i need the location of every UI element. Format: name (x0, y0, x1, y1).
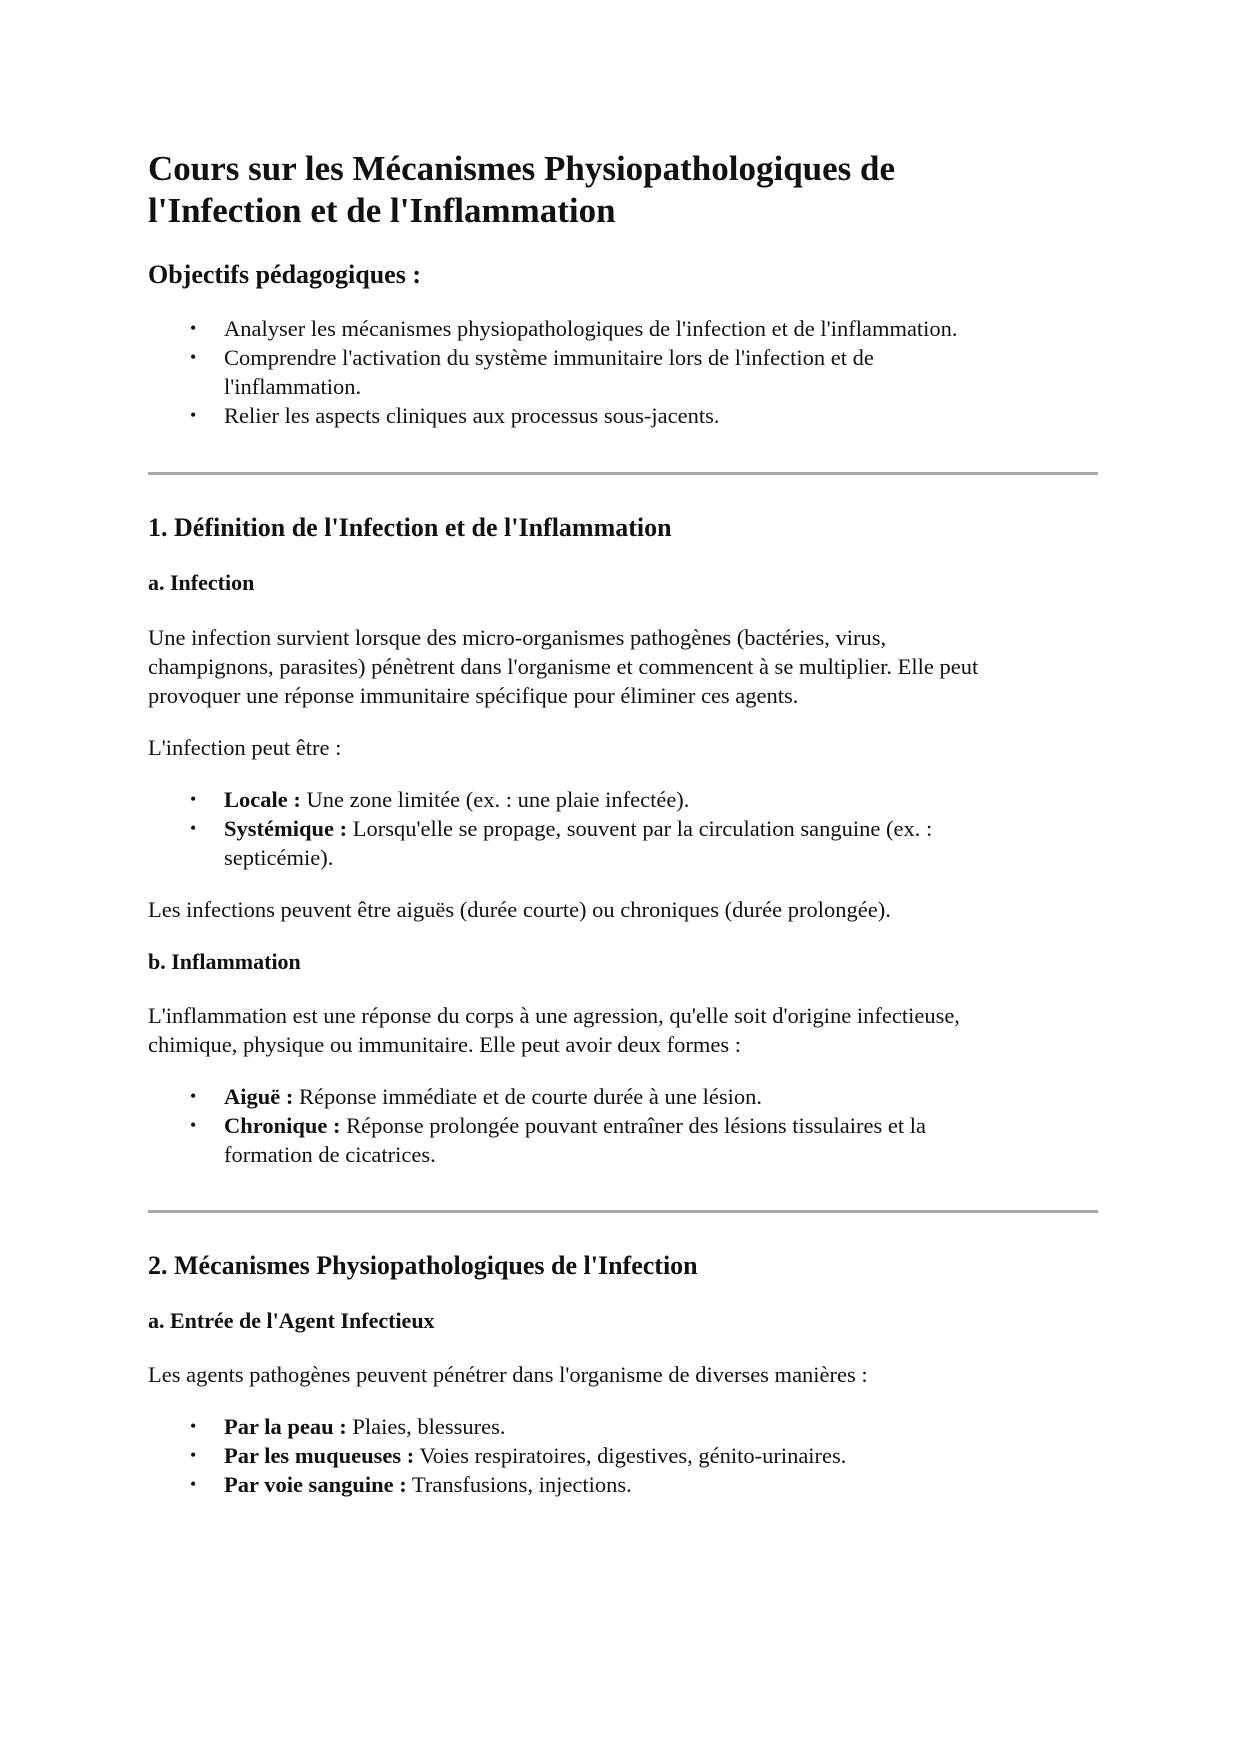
bullet-icon: • (190, 1474, 197, 1494)
bullet-icon: • (190, 818, 197, 838)
page-title-line-1: Cours sur les Mécanismes Physiopathologiques de (148, 149, 896, 188)
objectives-heading: Objectifs pédagogiques : (148, 260, 421, 289)
section-divider (148, 1210, 1098, 1213)
bullet-icon: • (190, 347, 197, 367)
bullet-icon: • (190, 405, 197, 425)
list-item: • Chronique : Réponse prolongée pouvant entraîner des lésions tissulaires et la formation de cicatrices. (190, 1113, 926, 1167)
section-1a-paragraph-3: Les infections peuvent être aiguës (durée courte) ou chroniques (durée prolongée). (148, 897, 891, 922)
list-item: • Par les muqueuses : Voies respiratoires, digestives, génito-urinaires. (190, 1443, 847, 1468)
bullet-icon: • (190, 1416, 197, 1436)
list-item: • Relier les aspects cliniques aux processus sous-jacents. (190, 403, 720, 428)
list-item: • Par voie sanguine : Transfusions, injections. (190, 1472, 632, 1497)
document-page (148, 148, 1098, 1499)
inflammation-forms-list (148, 1082, 1098, 1169)
section-2-heading: 2. Mécanismes Physiopathologiques de l'Infection (148, 1251, 698, 1280)
list-item: • Locale : Une zone limitée (ex. : une plaie infectée). (190, 787, 690, 812)
page-title-line-2: l'Infection et de l'Inflammation (148, 191, 616, 230)
list-item: • Comprendre l'activation du système immunitaire lors de l'infection et de l'inflammation. (190, 345, 874, 399)
bullet-icon: • (190, 789, 197, 809)
section-2a-heading: a. Entrée de l'Agent Infectieux (148, 1308, 435, 1333)
bullet-icon: • (190, 318, 197, 338)
section-1a-paragraph-1: Une infection survient lorsque des micro-organismes pathogènes (bactéries, virus, champignons, parasites) pénètrent dans l'organisme et commencent à se multiplier. Elle peut provoquer une réponse immunitaire spécifique pour éliminer ces agents. (148, 625, 979, 708)
list-item: • Systémique : Lorsqu'elle se propage, souvent par la circulation sanguine (ex. : septicémie). (190, 816, 933, 870)
section-1a-paragraph-2: L'infection peut être : (148, 735, 342, 760)
infection-types-list (148, 785, 1098, 872)
section-1b-paragraph-1: L'inflammation est une réponse du corps à une agression, qu'elle soit d'origine infectieuse, chimique, physique ou immunitaire. Elle peut avoir deux formes : (148, 1003, 960, 1057)
list-item: • Analyser les mécanismes physiopathologiques de l'infection et de l'inflammation. (190, 316, 958, 341)
page-title (148, 148, 1098, 232)
bullet-icon: • (190, 1086, 197, 1106)
section-1-heading: 1. Définition de l'Infection et de l'Inflammation (148, 513, 672, 542)
section-divider (148, 472, 1098, 475)
section-1a-heading: a. Infection (148, 570, 255, 595)
section-2a-paragraph-1: Les agents pathogènes peuvent pénétrer dans l'organisme de diverses manières : (148, 1362, 868, 1387)
bullet-icon: • (190, 1445, 197, 1465)
list-item: • Par la peau : Plaies, blessures. (190, 1414, 506, 1439)
list-item: • Aiguë : Réponse immédiate et de courte durée à une lésion. (190, 1084, 762, 1109)
entry-routes-list (148, 1412, 1098, 1499)
objectives-list (148, 314, 1098, 430)
section-1b-heading: b. Inflammation (148, 949, 301, 974)
bullet-icon: • (190, 1115, 197, 1135)
